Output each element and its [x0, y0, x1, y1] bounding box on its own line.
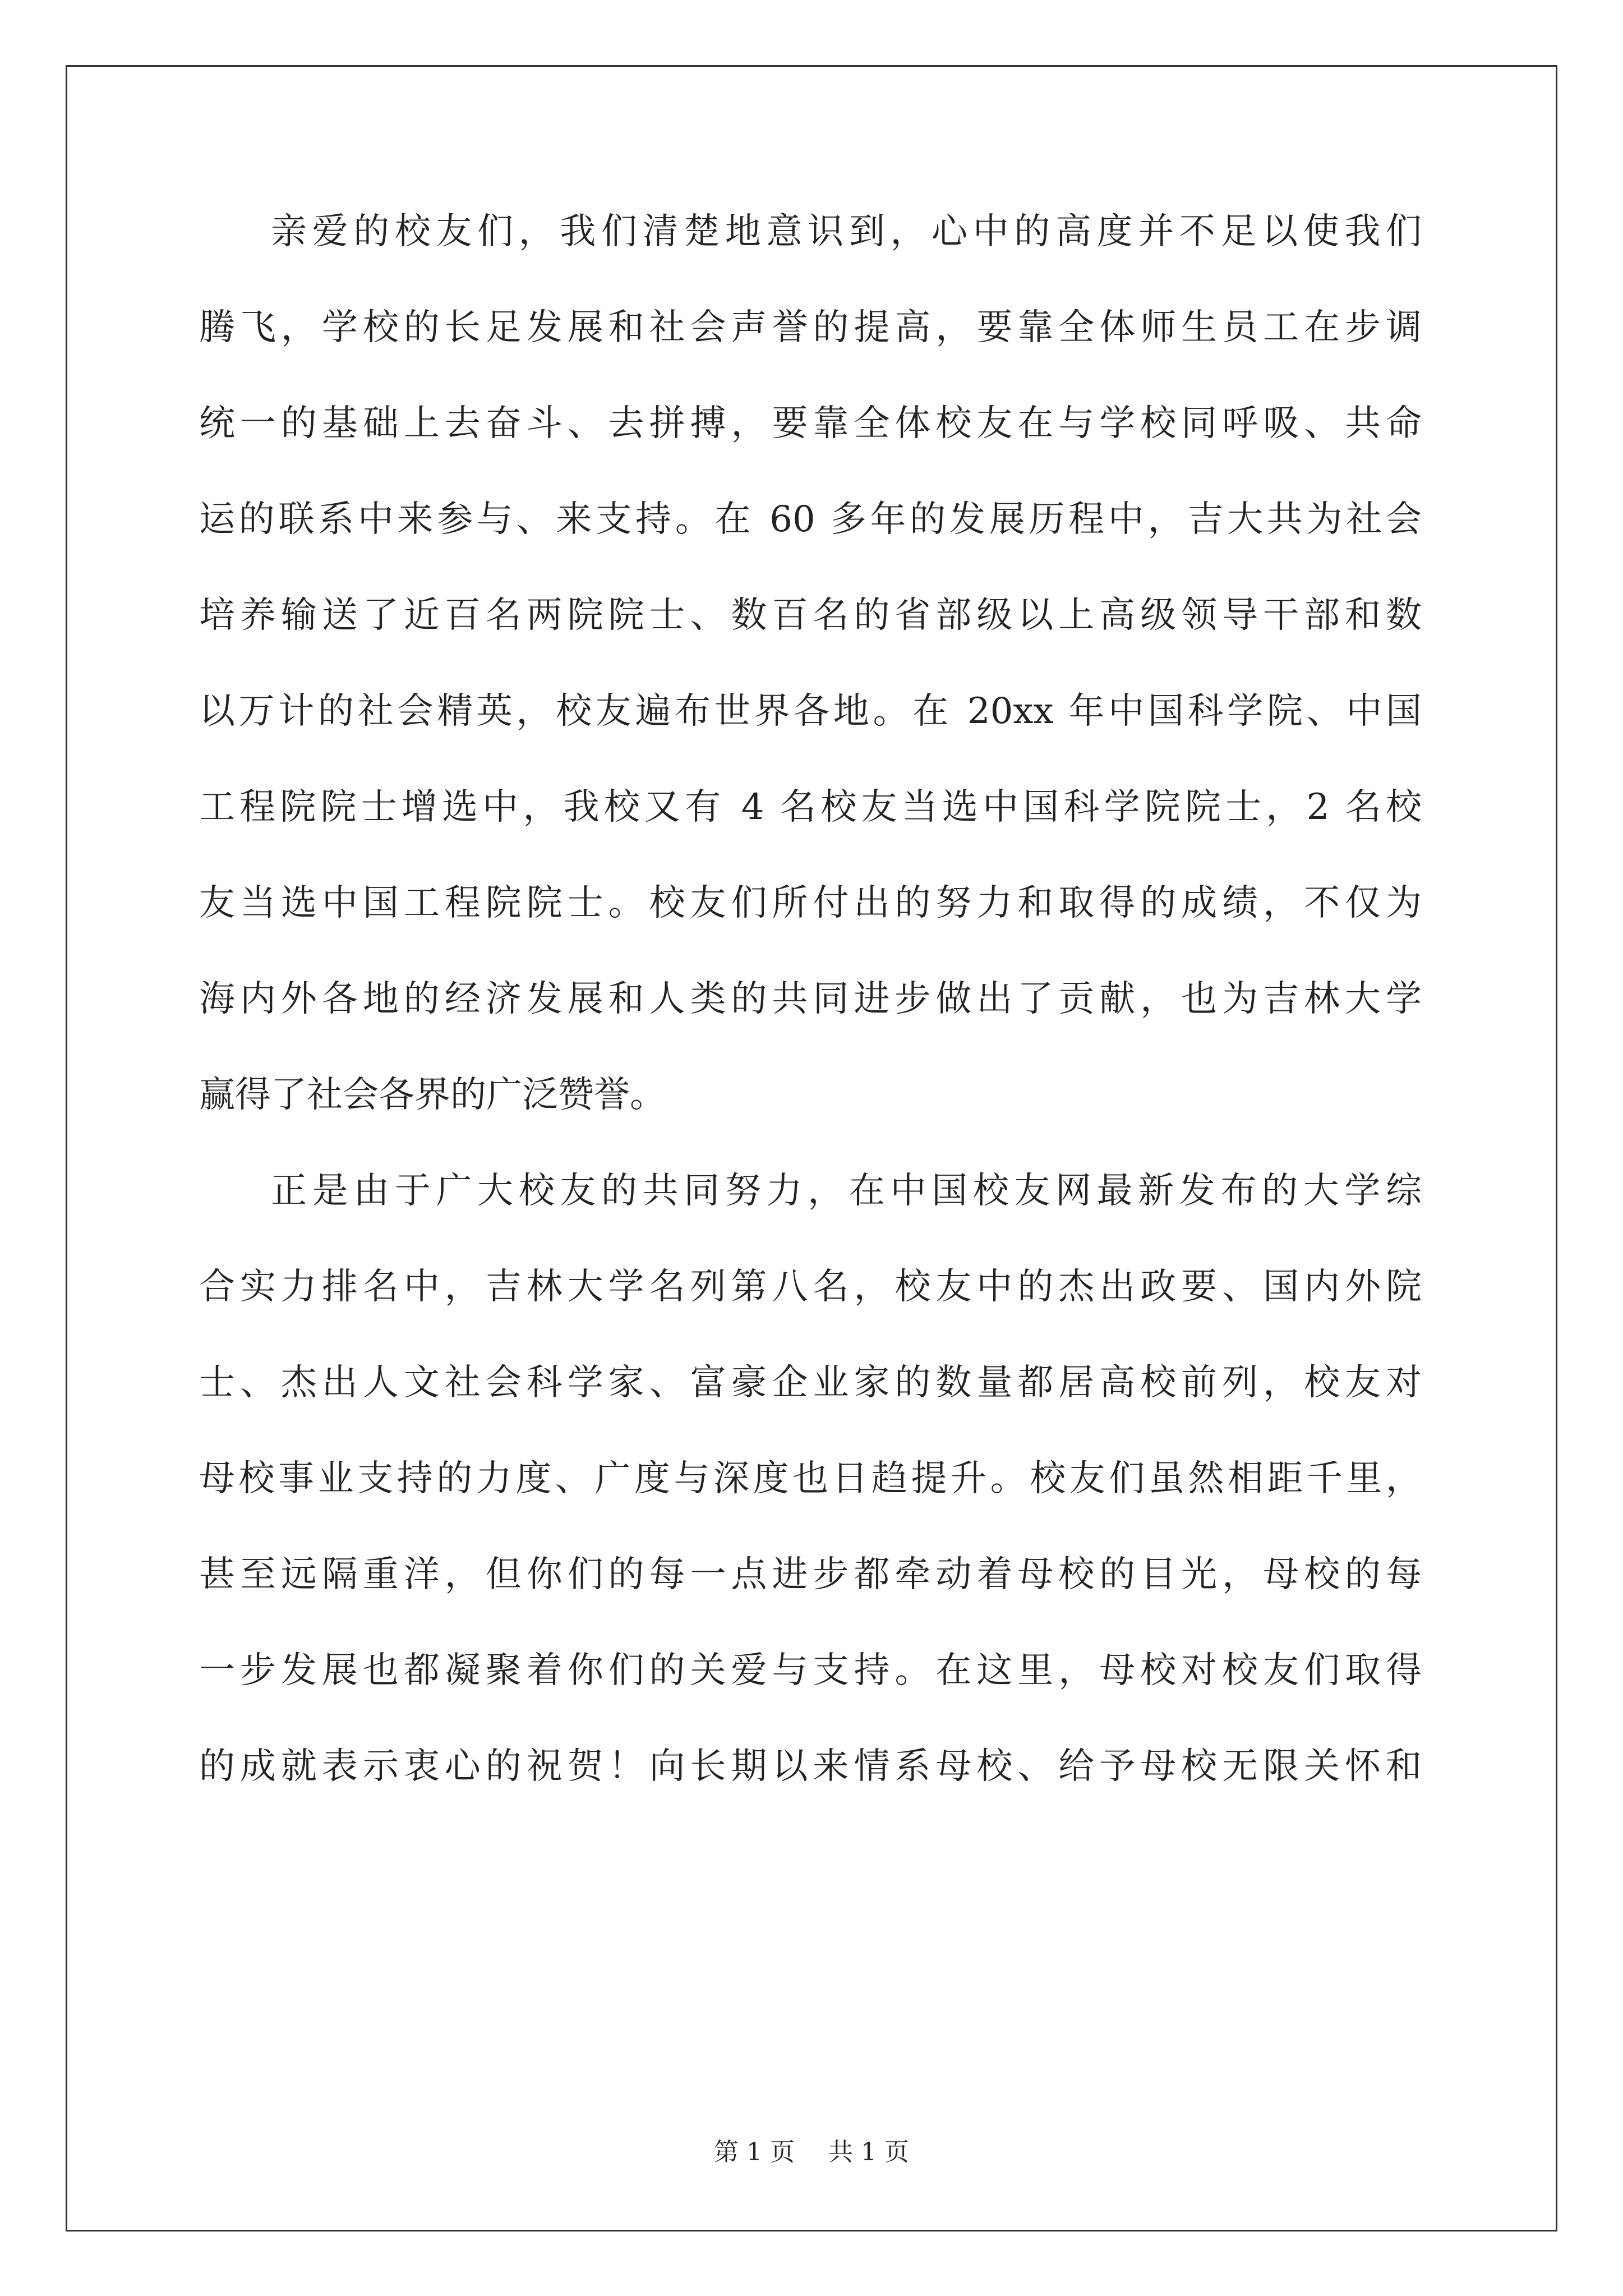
- paragraph-2-line-5: 甚至远隔重洋，但你们的每一点进步都牵动着母校的目光，母校的每: [199, 1554, 1422, 1595]
- paragraph-2-line-1: 正是由于广大校友的共同努力，在中国校友网最新发布的大学综: [271, 1170, 1422, 1212]
- paragraph-1-line-6: 以万计的社会精英，校友遍布世界各地。在 20xx 年中国科学院、中国: [199, 691, 1422, 732]
- paragraph-1-line-10: 赢得了社会各界的广泛赞誉。: [199, 1074, 666, 1116]
- paragraph-1-line-4: 运的联系中来参与、来支持。在 60 多年的发展历程中，吉大共为社会: [199, 499, 1422, 540]
- paragraph-2-line-4: 母校事业支持的力度、广度与深度也日趋提升。校友们虽然相距千里，: [199, 1458, 1422, 1499]
- page-number: 第 1 页: [714, 2138, 795, 2166]
- paragraph-2-line-3: 士、杰出人文社会科学家、富豪企业家的数量都居高校前列，校友对: [199, 1362, 1422, 1404]
- paragraph-1-line-1: 亲爱的校友们，我们清楚地意识到，心中的高度并不足以使我们: [271, 211, 1422, 252]
- paragraph-1-line-2: 腾飞，学校的长足发展和社会声誉的提高，要靠全体师生员工在步调: [199, 307, 1422, 348]
- page-border: [66, 65, 1557, 2231]
- paragraph-2-line-7: 的成就表示衷心的祝贺！向长期以来情系母校、给予母校无限关怀和: [199, 1746, 1422, 1787]
- paragraph-1-line-8: 友当选中国工程院院士。校友们所付出的努力和取得的成绩，不仅为: [199, 882, 1422, 924]
- paragraph-2-line-2: 合实力排名中，吉林大学名列第八名，校友中的杰出政要、国内外院: [199, 1266, 1422, 1308]
- paragraph-2-line-6: 一步发展也都凝聚着你们的关爱与支持。在这里，母校对校友们取得: [199, 1650, 1422, 1691]
- page-footer: [0, 2132, 1623, 2168]
- paragraph-1-line-5: 培养输送了近百名两院院士、数百名的省部级以上高级领导干部和数: [199, 595, 1422, 636]
- page-total: 共 1 页: [828, 2138, 909, 2166]
- paragraph-1-line-3: 统一的基础上去奋斗、去拼搏，要靠全体校友在与学校同呼吸、共命: [199, 403, 1422, 444]
- paragraph-1-line-9: 海内外各地的经济发展和人类的共同进步做出了贡献，也为吉林大学: [199, 978, 1422, 1020]
- paragraph-1-line-7: 工程院院士增选中，我校又有 4 名校友当选中国科学院院士，2 名校: [199, 786, 1422, 828]
